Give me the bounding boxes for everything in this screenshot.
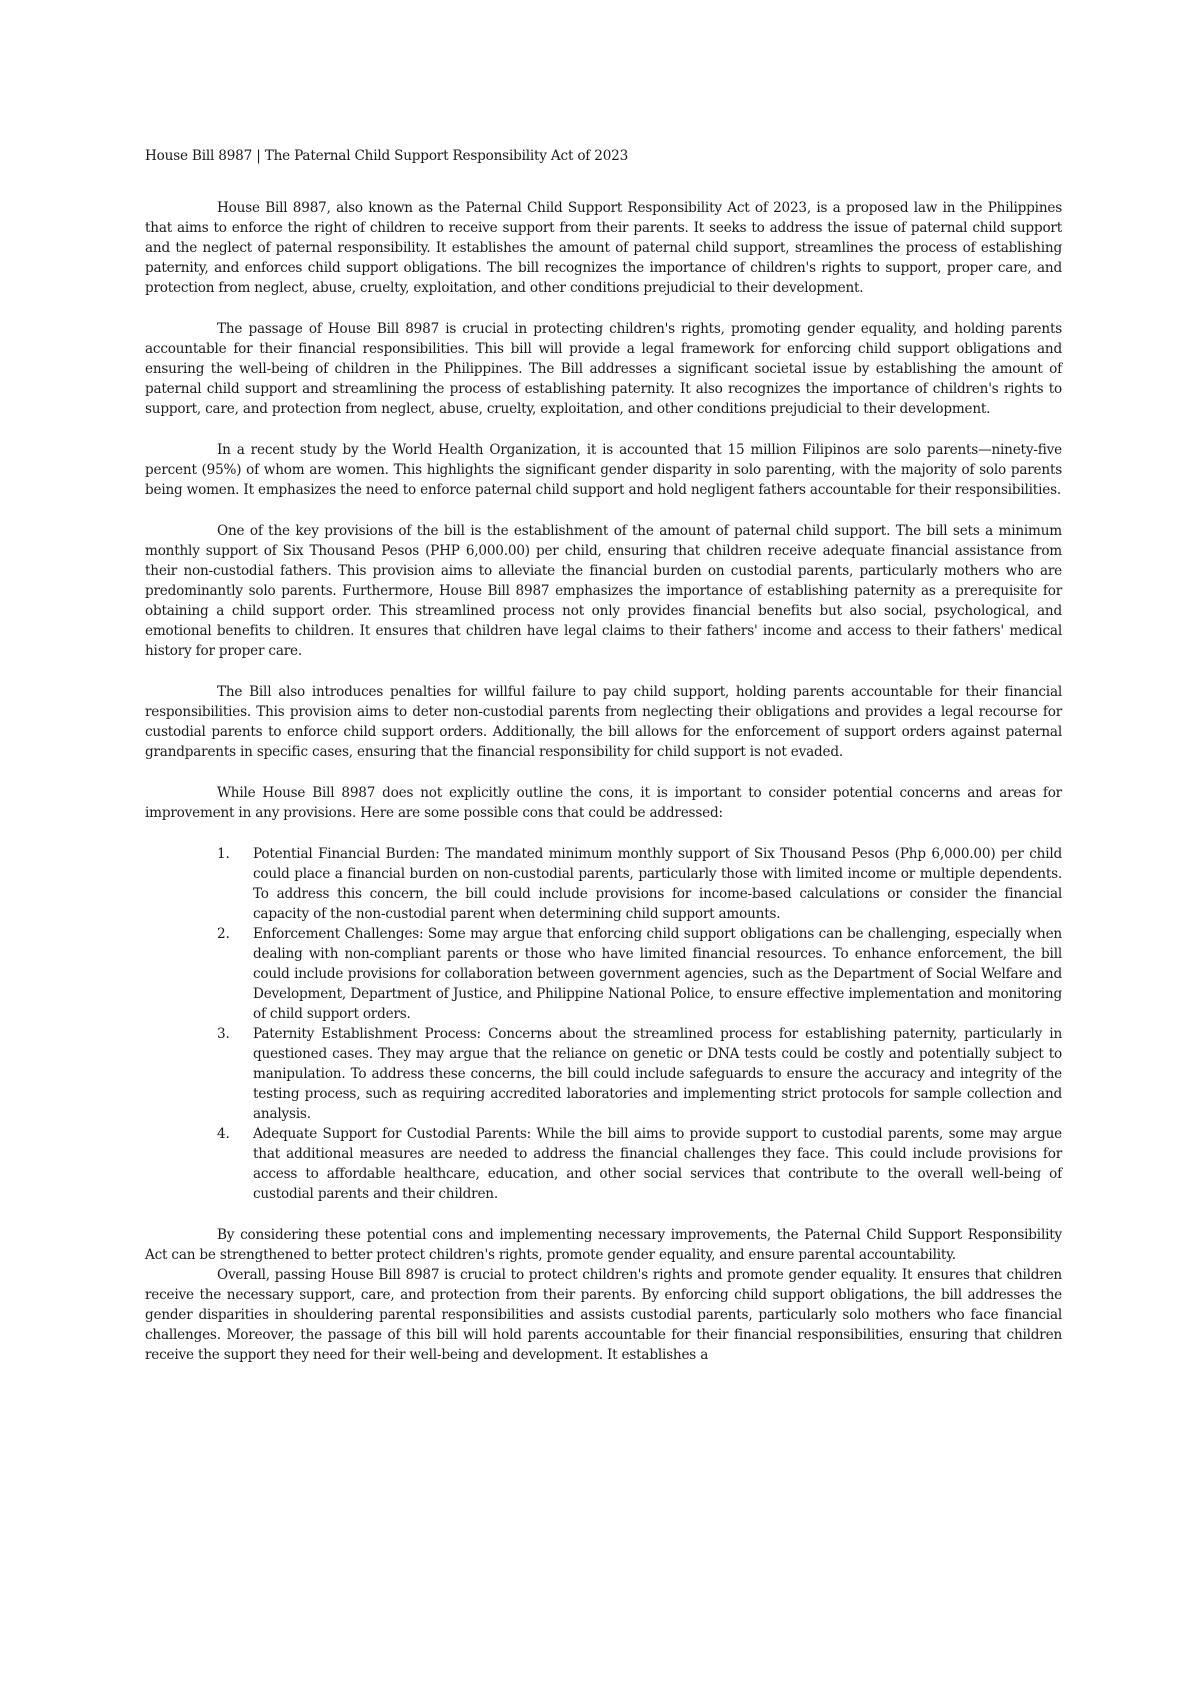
- paragraph-who-study: In a recent study by the World Health Organization, it is accounted that 15 million Filipinos are solo parents—ninety-five percent (95%) of whom are women. This highlights the significant gender disparity in solo parenting, with the majority of solo parents being women. It emphasizes the need to enforce paternal child support and hold negligent fathers accountable for their responsibilities.: [145, 442, 1062, 498]
- list-item-number: 1.: [217, 846, 230, 862]
- list-item: [217, 844, 1062, 924]
- list-item: [217, 1124, 1062, 1204]
- list-item-text: Potential Financial Burden: The mandated minimum monthly support of Six Thousand Pesos (Php 6,000.00) per child could place a financial burden on non-custodial parents, particularly those with limited income or multiple dependents. To address this concern, the bill could include provisions for income-based calculations or consider the financial capacity of the non-custodial parent when determining child support amounts.: [253, 846, 1062, 922]
- list-item-text: Enforcement Challenges: Some may argue that enforcing child support obligations can be challenging, especially when dealing with non-compliant parents or those who have limited financial resources. To enhance enforcement, the bill could include provisions for collaboration between government agencies, such as the Department of Social Welfare and Development, Department of Justice, and Philippine National Police, to ensure effective implementation and monitoring of child support orders.: [253, 926, 1062, 1022]
- paragraph-conclusion: Overall, passing House Bill 8987 is crucial to protect children's rights and promote gender equality. It ensures that children receive the necessary support, care, and protection from their parents. By enforcing child support obligations, the bill addresses the gender disparities in shouldering parental responsibilities and assists custodial parents, particularly solo mothers who face financial challenges. Moreover, the passage of this bill will hold parents accountable for their financial responsibilities, ensuring that children receive the support they need for their well-being and development. It establishes a: [145, 1267, 1062, 1363]
- list-item: [217, 924, 1062, 1024]
- paragraph-penalties: The Bill also introduces penalties for willful failure to pay child support, holding parents accountable for their financial responsibilities. This provision aims to deter non-custodial parents from neglecting their obligations and provides a legal recourse for custodial parents to enforce child support orders. Additionally, the bill allows for the enforcement of support orders against paternal grandparents in specific cases, ensuring that the financial responsibility for child support is not evaded.: [145, 684, 1062, 760]
- list-item-number: 4.: [217, 1126, 230, 1142]
- paragraph-passage-importance: The passage of House Bill 8987 is crucial in protecting children's rights, promoting gender equality, and holding parents accountable for their financial responsibilities. This bill will provide a legal framework for enforcing child support obligations and ensuring the well-being of children in the Philippines. The Bill addresses a significant societal issue by establishing the amount of paternal child support and streamlining the process of establishing paternity. It also recognizes the importance of children's rights to support, care, and protection from neglect, abuse, cruelty, exploitation, and other conditions prejudicial to their development.: [145, 321, 1062, 417]
- document-page: [145, 146, 1062, 1386]
- document-title: House Bill 8987 | The Paternal Child Support Responsibility Act of 2023: [145, 148, 629, 164]
- paragraph-improvements: By considering these potential cons and implementing necessary improvements, the Paternal Child Support Responsibility Act can be strengthened to better protect children's rights, promote gender equality, and ensure parental accountability.: [145, 1227, 1062, 1263]
- paragraph-cons-intro: While House Bill 8987 does not explicitly outline the cons, it is important to consider potential concerns and areas for improvement in any provisions. Here are some possible cons that could be addressed:: [145, 785, 1062, 821]
- paragraph-key-provisions: One of the key provisions of the bill is the establishment of the amount of paternal child support. The bill sets a minimum monthly support of Six Thousand Pesos (PHP 6,000.00) per child, ensuring that children receive adequate financial assistance from their non-custodial fathers. This provision aims to alleviate the financial burden on custodial parents, particularly mothers who are predominantly solo parents. Furthermore, House Bill 8987 emphasizes the importance of establishing paternity as a prerequisite for obtaining a child support order. This streamlined process not only provides financial benefits but also social, psychological, and emotional benefits to children. It ensures that children have legal claims to their fathers' income and access to their fathers' medical history for proper care.: [145, 523, 1062, 659]
- list-item-number: 2.: [217, 926, 230, 942]
- list-item-text: Paternity Establishment Process: Concerns about the streamlined process for establishing paternity, particularly in questioned cases. They may argue that the reliance on genetic or DNA tests could be costly and potentially subject to manipulation. To address these concerns, the bill could include safeguards to ensure the accuracy and integrity of the testing process, such as requiring accredited laboratories and implementing strict protocols for sample collection and analysis.: [253, 1026, 1062, 1122]
- list-item: [217, 1024, 1062, 1124]
- list-item-number: 3.: [217, 1026, 230, 1042]
- cons-list: [145, 844, 1062, 1204]
- list-item-text: Adequate Support for Custodial Parents: While the bill aims to provide support to custodial parents, some may argue that additional measures are needed to address the financial challenges they face. This could include provisions for access to affordable healthcare, education, and other social services that contribute to the overall well-being of custodial parents and their children.: [253, 1126, 1062, 1202]
- paragraph-intro: House Bill 8987, also known as the Paternal Child Support Responsibility Act of 2023, is a proposed law in the Philippines that aims to enforce the right of children to receive support from their parents. It seeks to address the issue of paternal child support and the neglect of paternal responsibility. It establishes the amount of paternal child support, streamlines the process of establishing paternity, and enforces child support obligations. The bill recognizes the importance of children's rights to support, proper care, and protection from neglect, abuse, cruelty, exploitation, and other conditions prejudicial to their development.: [145, 200, 1062, 296]
